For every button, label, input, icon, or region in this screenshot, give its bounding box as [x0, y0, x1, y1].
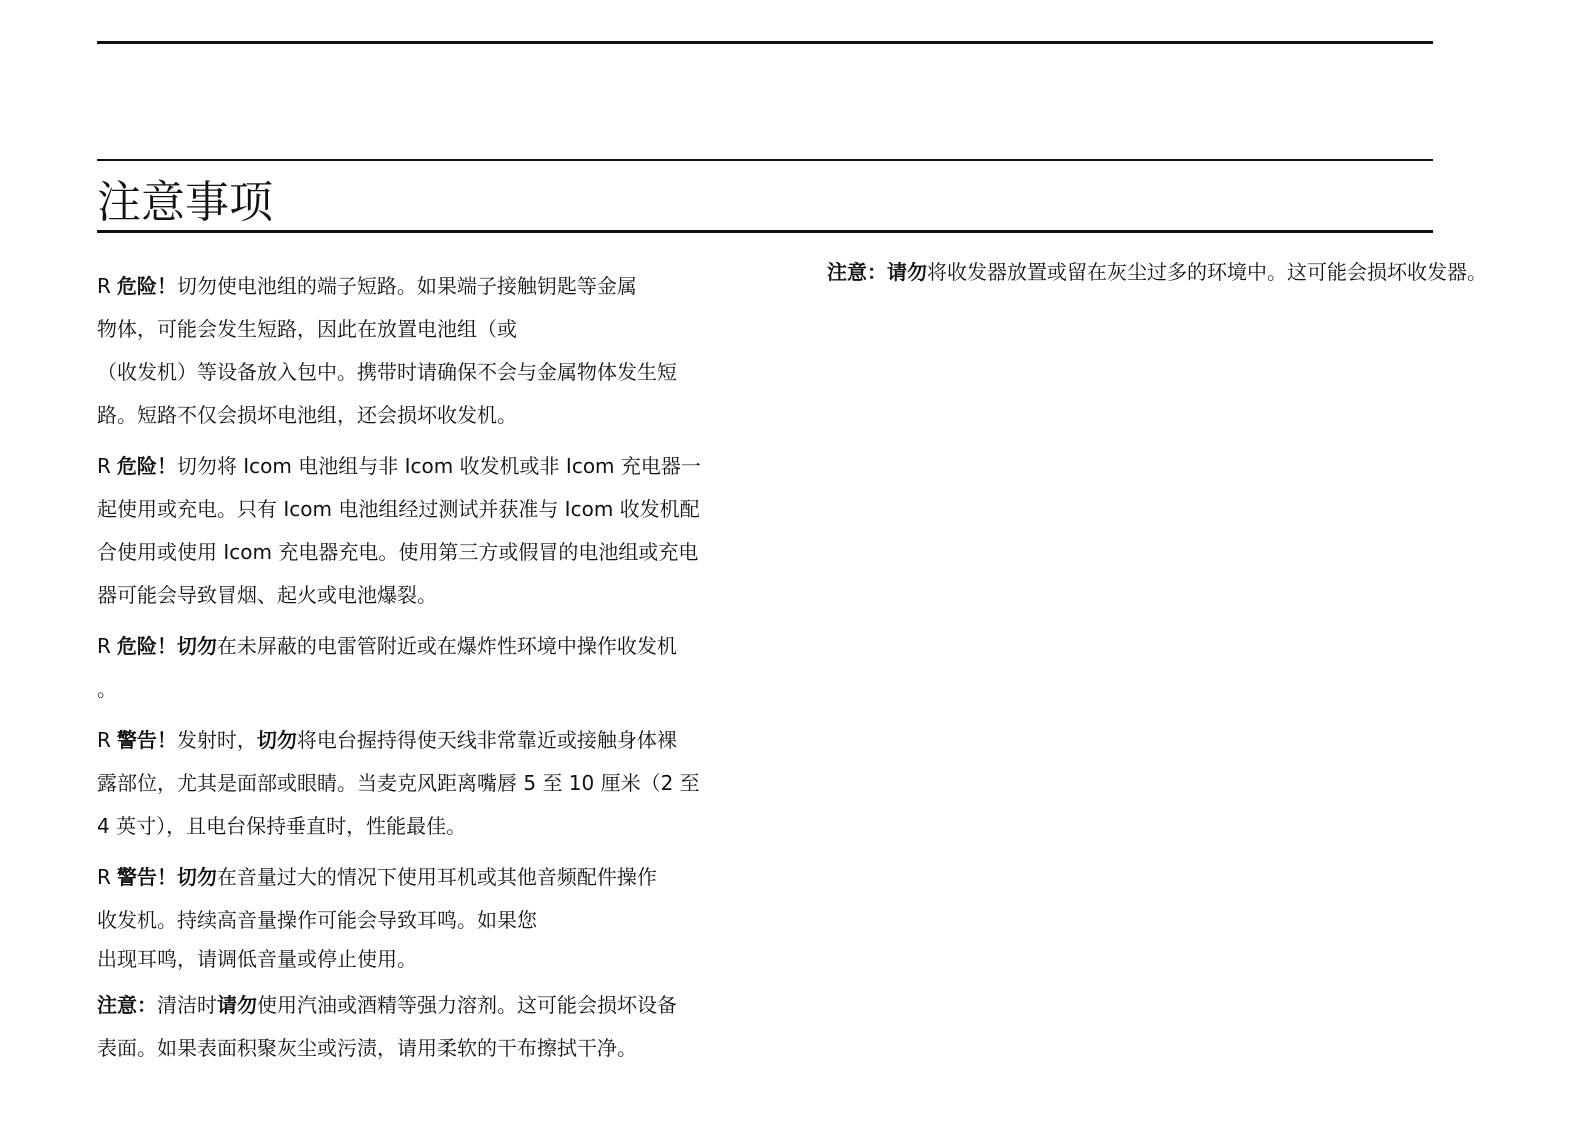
emphasis-text: 切勿: [176, 865, 217, 889]
notice-marker: R: [97, 454, 111, 478]
notice-line: [97, 719, 737, 762]
notice-label: 危险！: [116, 274, 177, 298]
notice-line: [97, 308, 737, 351]
notice-marker: R: [97, 274, 111, 298]
body-text: 使用汽油或酒精等强力溶剂。这可能会损坏设备: [257, 993, 677, 1017]
emphasis-text: 切勿: [176, 634, 217, 658]
emphasis-text: 切勿: [256, 728, 297, 752]
notice-paragraph: [97, 856, 737, 976]
notice-paragraph: [97, 265, 737, 437]
notice-paragraph: [97, 625, 737, 711]
notice-marker: R: [97, 728, 111, 752]
notice-line: [97, 856, 737, 899]
notice-line: [97, 265, 737, 308]
emphasis-text: 请勿: [887, 260, 927, 284]
body-text: 发射时，: [176, 728, 257, 752]
notice-line: [97, 942, 737, 976]
notice-line: [97, 574, 737, 617]
notice-label: 警告！: [116, 728, 177, 752]
notice-line: [97, 899, 737, 942]
body-text: 收发机。持续高音量操作可能会导致耳鸣。如果您: [97, 908, 537, 932]
notice-line: [97, 488, 737, 531]
notice-line: [97, 805, 737, 848]
page-title: 注意事项: [97, 177, 273, 228]
notice-line: [97, 445, 737, 488]
body-text: 起使用或充电。只有 Icom 电池组经过测试并获准与 Icom 收发机配: [97, 497, 700, 521]
body-text: 器可能会导致冒烟、起火或电池爆裂。: [97, 583, 437, 607]
notice-label: 警告！: [116, 865, 177, 889]
body-text: 合使用或使用 Icom 充电器充电。使用第三方或假冒的电池组或充电: [97, 540, 699, 564]
body-text: 4 英寸），且电台保持垂直时，性能最佳。: [97, 814, 467, 838]
notice-marker: R: [97, 634, 111, 658]
body-text: 将收发器放置或留在灰尘过多的环境中。这可能会损坏收发器。: [927, 260, 1487, 284]
title-underline: [97, 230, 1433, 233]
notice-line: [97, 394, 737, 437]
body-text: 出现耳鸣，请调低音量或停止使用。: [97, 947, 417, 971]
notice-line: [97, 351, 737, 394]
body-text: 切勿使电池组的端子短路。如果端子接触钥匙等金属: [176, 274, 637, 298]
notice-label: 危险！: [116, 454, 177, 478]
left-column: [97, 265, 737, 1078]
body-text: 表面。如果表面积聚灰尘或污渍，请用柔软的干布擦拭干净。: [97, 1036, 637, 1060]
notice-line: [827, 251, 1527, 294]
body-text: 露部位，尤其是面部或眼睛。当麦克风距离嘴唇 5 至 10 厘米（2 至: [97, 771, 700, 795]
notice-label: 危险！: [116, 634, 177, 658]
notice-paragraph: [97, 984, 737, 1070]
top-rule: [97, 41, 1433, 44]
body-text: 路。短路不仅会损坏电池组，还会损坏收发机。: [97, 403, 517, 427]
body-text: 将电台握持得使天线非常靠近或接触身体裸: [296, 728, 677, 752]
body-text: 在未屏蔽的电雷管附近或在爆炸性环境中操作收发机: [216, 634, 677, 658]
notice-line: [97, 531, 737, 574]
body-text: 在音量过大的情况下使用耳机或其他音频配件操作: [216, 865, 657, 889]
notice-label: 注意：: [827, 260, 887, 284]
body-text: 切勿将 Icom 电池组与非 Icom 收发机或非 Icom 充电器一: [176, 454, 701, 478]
notice-marker: R: [97, 865, 111, 889]
notice-line: [97, 762, 737, 805]
notice-paragraph: [97, 445, 737, 617]
notice-paragraph: [827, 251, 1527, 294]
emphasis-text: 请勿: [217, 993, 257, 1017]
body-text: 。: [97, 677, 117, 701]
notice-line: [97, 668, 737, 711]
notice-line: [97, 984, 737, 1027]
notice-line: [97, 625, 737, 668]
notice-label: 注意：: [97, 993, 157, 1017]
notice-line: [97, 1027, 737, 1070]
right-column: [827, 251, 1527, 302]
body-text: 清洁时: [157, 993, 217, 1017]
notice-paragraph: [97, 719, 737, 848]
section-rule: [97, 159, 1433, 161]
body-text: 物体，可能会发生短路，因此在放置电池组（或: [97, 317, 517, 341]
body-text: （收发机）等设备放入包中。携带时请确保不会与金属物体发生短: [97, 360, 677, 384]
